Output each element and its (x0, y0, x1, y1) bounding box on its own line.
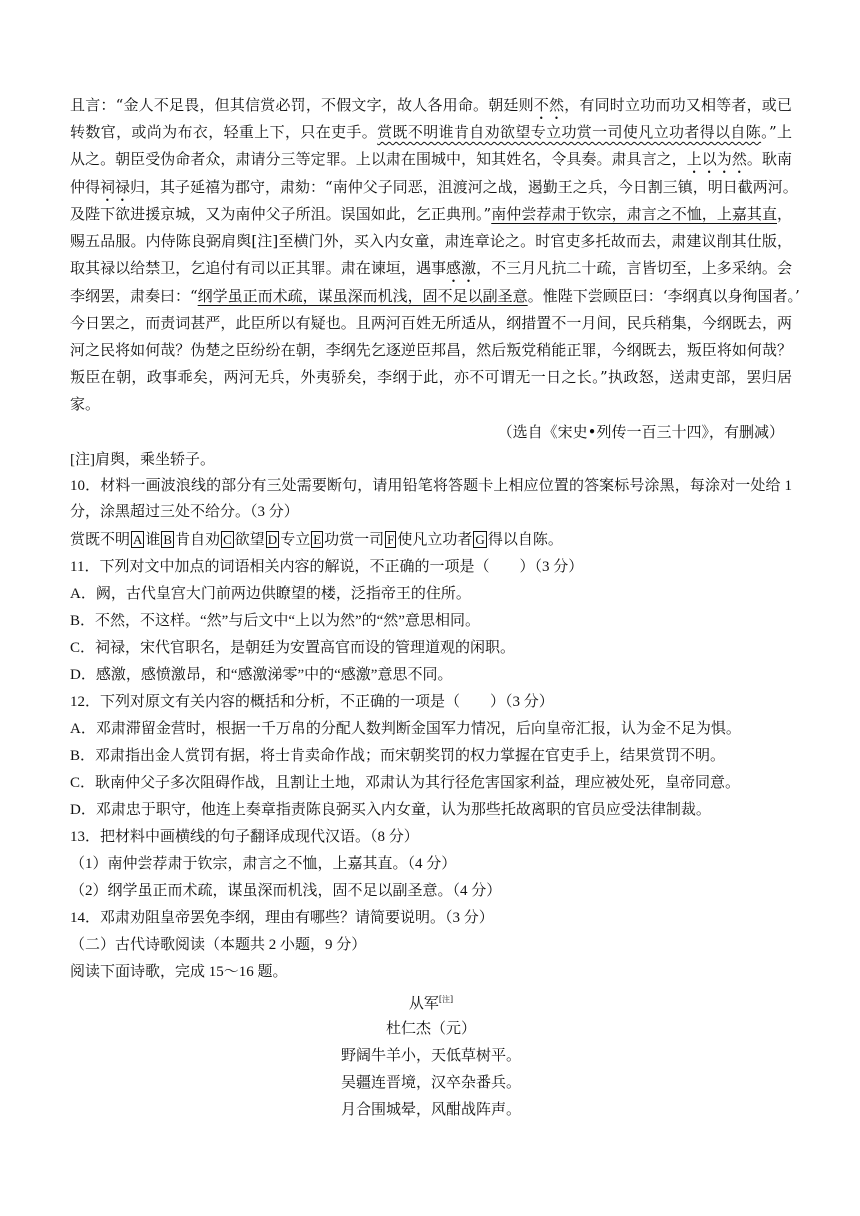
answer-box-a[interactable]: A (133, 532, 143, 547)
passage-line-11: 叛臣在朝，政事乖矣，两河无兵，外夷骄矣，李纲于此，亦不可谓无一日之长。”执政怒，送肃吏部，罢归居 (70, 368, 792, 386)
answer-box-d[interactable]: D (267, 532, 278, 547)
dotted-phrase: 上以为然 (686, 150, 747, 168)
passage-text: 。耿南 (746, 150, 792, 168)
q12-option-c: C．耿南仲父子多次阻碍作战，且割让土地，邓肃认为其行径危害国家利益，理应被处死，皇帝同意。 (70, 775, 741, 791)
poem-author: 杜仁杰（元） (385, 1019, 476, 1037)
segment-text: 得以自陈。 (487, 532, 563, 548)
poem-line-2: 吴疆连晋境，汉卒杂番兵。 (340, 1073, 521, 1091)
q12-option-d: D．邓肃忠于职守，他连上奏章指责陈良弼买入内女童，认为那些托故离职的官员应受法律制裁。 (70, 802, 711, 818)
segment-text: 功赏一司 (324, 532, 385, 548)
answer-box-f[interactable]: F (387, 532, 395, 547)
passage-line-7 (70, 258, 792, 286)
passage-text: 及陛下欲进援京城，又为南仲父子所沮。误国如此，乞正典刑。” (70, 205, 492, 223)
q11-option-c: C．祠禄，宋代官职名，是朝廷为安置高官而设的管理道观的闲职。 (70, 640, 516, 656)
underlined-sentence-1: 南仲尝荐肃于钦宗，肃言之不恤，上嘉其直 (491, 205, 777, 223)
answer-box-e[interactable]: E (313, 532, 322, 547)
q14-stem: 14．邓肃劝阻皇帝罢免李纲，理由有哪些？请简要说明。（3 分） (70, 910, 494, 926)
passage-text: 且言：“金人不足畏，但其信赏必罚，不假文字，故人各用命。朝廷则 (70, 96, 534, 114)
wavy-underlined-sentence: 赏既不明谁肯自劝欲望专立功赏一司使凡立功者得以自陈 (377, 123, 762, 141)
passage-text: 李纲罢，肃奏曰：“ (70, 287, 198, 305)
q12-option-a: A．邓肃滞留金营时，根据一千万帛的分配人数判断金国军力情况，后向皇帝汇报，认为金不足为惧。 (70, 721, 741, 737)
dotted-word: 祠禄 (100, 178, 131, 196)
passage-line-8 (70, 286, 800, 306)
section-2-heading: （二）古代诗歌阅读（本题共 2 小题，9 分） (70, 937, 367, 953)
dotted-word: 不然 (533, 96, 565, 114)
section-2-intro: 阅读下面诗歌，完成 15～16 题。 (70, 964, 288, 980)
segment-text: 肯自劝 (175, 532, 221, 548)
q11-option-d: D．感激，感愤激昂，和“感激涕零”中的“感激”意思不同。 (70, 667, 453, 683)
underlined-sentence-2: 纲学虽正而术疏，谋虽深而机浅，固不足以副圣意 (197, 287, 528, 305)
passage-text: 取其禄以给禁卫，乞追付有司以正其罪。肃在谏垣，遇事 (70, 259, 447, 277)
q12-option-b: B．邓肃指出金人赏罚有据，将士肯卖命作战；而宋朝奖罚的权力掌握在官吏手上，结果赏罚不明。 (70, 748, 726, 764)
passage-line-10: 河之民将如何哉？伪楚之臣纷纷在朝，李纲先乞逐逆臣邦昌，然后叛党稍能正罪，今纲既去，叛臣将如何哉？ (70, 341, 792, 359)
q10-stem-line-1: 10．材料一画波浪线的部分有三处需要断句，请用铅笔将答题卡上相应位置的答案标号涂黑，每涂对一处给 1 (70, 478, 792, 494)
passage-line-9: 今日罢之，而责词甚严，此臣所以有疑也。且两河百姓无所适从，纲措置不一月间，民兵稍集，今纲既去，两 (70, 314, 792, 332)
q10-stem-line-2: 分，涂黑超过三处不给分。（3 分） (70, 504, 299, 520)
q13-sentence-2: （2）纲学虽正而术疏，谋虽深而机浅，固不足以副圣意。（4 分） (70, 883, 502, 899)
answer-box-b[interactable]: B (163, 532, 173, 547)
passage-source: （选自《宋史•列传一百三十四》，有删减） (497, 423, 784, 441)
passage-text: ，不三月凡抗二十疏，言皆切至，上多采纳。会 (476, 259, 792, 277)
passage-text: 从之。朝臣受伪命者众，肃请分三等定罪。上以肃在围城中，知其姓名，令具奏。肃具言之， (70, 150, 687, 168)
passage-text: 转数官，或尚为布衣，轻重上下，只在吏手。 (70, 123, 378, 141)
q13-stem: 13．把材料中画横线的句子翻译成现代汉语。（8 分） (70, 829, 419, 845)
dotted-word: 感激 (446, 259, 477, 277)
passage-text: 仲得 (70, 178, 101, 196)
q13-sentence-1: （1）南仲尝荐肃于钦宗，肃言之不恤，上嘉其直。（4 分） (70, 856, 457, 872)
passage-line-1 (70, 95, 792, 123)
segment-text: 赏既不明 (70, 532, 131, 548)
segment-text: 谁 (145, 532, 161, 548)
answer-box-c[interactable]: C (223, 532, 232, 547)
segment-text: 专立 (280, 532, 311, 548)
passage-line-5 (70, 204, 792, 224)
q11-option-b: B．不然，不这样。“然”与后文中“上以为然”的“然”意思相同。 (70, 613, 480, 629)
passage-line-3 (70, 149, 792, 177)
passage-line-2 (70, 122, 792, 142)
passage-text: 。”上 (761, 123, 792, 141)
poem-title (70, 990, 792, 1013)
passage-line-6: 赐五品服。内侍陈良弼肩舆[注]至横门外，买入内女童，肃连章论之。时官吏多托故而去，肃建议削其仕版， (70, 232, 792, 250)
passage-line-4 (70, 177, 798, 205)
passage-text: ， (777, 205, 793, 223)
footnote: [注]肩舆，乘坐轿子。 (70, 452, 215, 468)
passage-text: 。惟陛下尝顾臣曰：‘李纲真以身徇国者。’ (527, 287, 800, 305)
q12-stem: 12．下列对原文有关内容的概括和分析，不正确的一项是（ ）（3 分） (70, 694, 554, 710)
segment-text: 使凡立功者 (397, 532, 473, 548)
q11-stem: 11．下列对文中加点的词语相关内容的解说，不正确的一项是（ ）（3 分） (70, 559, 584, 575)
q10-options (70, 530, 792, 550)
passage-text: ，有同时立功而功又相等者，或已 (564, 96, 792, 114)
passage-text: 归，其子延禧为郡守，肃劾：“南仲父子同恶，沮渡河之战，遏勤王之兵，今日割三镇，明日截两河。 (130, 178, 798, 196)
q11-option-a: A．阙，古代皇宫大门前两边供瞭望的楼，泛指帝王的住所。 (70, 586, 471, 602)
passage-line-12: 家。 (70, 395, 101, 413)
answer-box-g[interactable]: G (475, 532, 485, 547)
segment-text: 欲望 (234, 532, 265, 548)
poem-title-text: 从军 (408, 994, 439, 1012)
poem-title-note: [注] (438, 995, 454, 1004)
poem-line-1: 野阔牛羊小，天低草树平。 (340, 1046, 521, 1064)
poem-line-3: 月合围城晕，风酣战阵声。 (340, 1100, 521, 1118)
